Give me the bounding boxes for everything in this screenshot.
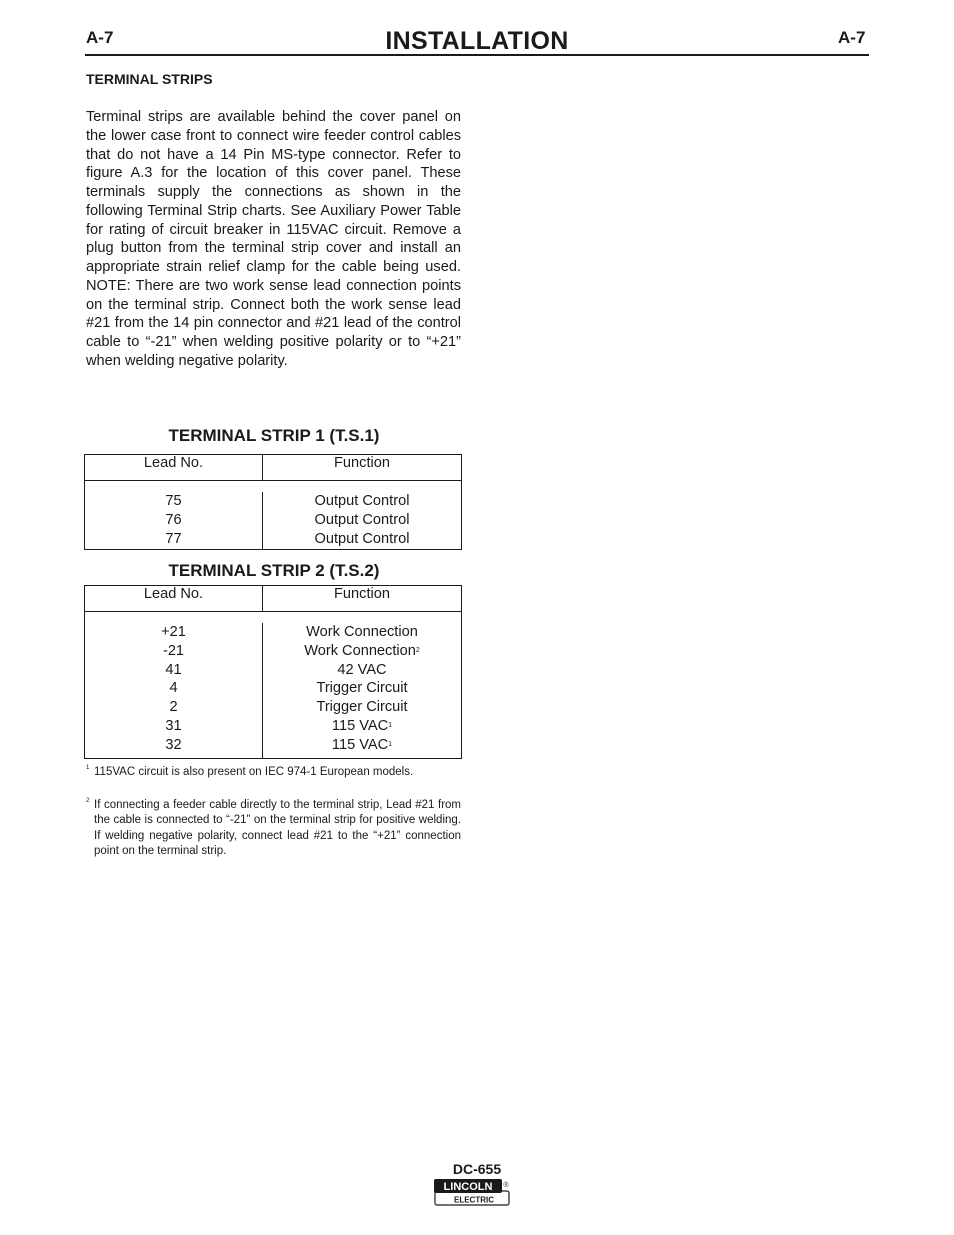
ts2-function-text: Work Connection (304, 642, 416, 659)
ts2-function-text: 115 VAC (331, 736, 389, 753)
ts2-function-cell (263, 661, 461, 680)
ts2-function-column (263, 623, 461, 758)
ts2-lead-cell: 31 (165, 717, 182, 734)
ts1-lead-cell: 75 (165, 493, 182, 509)
ts2-function-cell (263, 679, 461, 698)
ts2-function-text: Trigger Circuit (316, 699, 408, 715)
ts1-header-row (85, 455, 461, 481)
ts1-function-cell (263, 530, 461, 549)
document-code: DC-655 (452, 1161, 502, 1177)
page-number-left: A-7 (86, 28, 114, 47)
footnote-2 (86, 798, 461, 859)
logo-registered-mark: ® (503, 1182, 509, 1189)
ts1-body (85, 481, 461, 549)
ts1-table (84, 454, 462, 550)
ts2-function-cell (263, 623, 461, 642)
ts2-col-function-header: Function (334, 586, 390, 602)
footnote-2-mark: 2 (86, 798, 90, 804)
ts2-col-lead-header: Lead No. (85, 586, 263, 611)
ts2-function-cell (263, 698, 461, 717)
ts2-body (85, 612, 461, 758)
footnote-1-mark: 1 (86, 765, 90, 771)
ts1-col-function-header: Function (334, 455, 390, 471)
ts2-function-text: Work Connection (306, 624, 418, 640)
ts1-function-cell (263, 492, 461, 511)
ts2-function-text: 115 VAC (331, 717, 389, 734)
ts2-lead-cell: 41 (165, 661, 182, 678)
ts1-function-text: Output Control (314, 511, 410, 528)
page-title: INSTALLATION (385, 27, 569, 55)
footnote-reference: 1 (388, 740, 393, 748)
ts1-title: TERMINAL STRIP 1 (T.S.1) (168, 426, 380, 445)
ts2-lead-column (85, 623, 263, 758)
ts2-title: TERMINAL STRIP 2 (T.S.2) (168, 561, 380, 580)
ts2-lead-cell: -21 (162, 642, 185, 659)
ts2-lead-cell: 32 (165, 736, 182, 753)
ts2-function-cell (263, 717, 461, 736)
ts1-function-text: Output Control (314, 493, 410, 509)
footnote-reference: 1 (388, 721, 393, 729)
ts2-lead-cell: 2 (169, 699, 178, 715)
ts2-function-cell (263, 736, 461, 755)
ts2-function-cell (263, 642, 461, 661)
ts2-header-row (85, 586, 461, 612)
ts2-function-text: Trigger Circuit (316, 680, 408, 697)
lincoln-electric-logo (434, 1178, 512, 1208)
ts2-table (84, 585, 462, 759)
header-rule (85, 54, 869, 56)
section-heading: TERMINAL STRIPS (86, 71, 213, 87)
ts1-col-lead-header: Lead No. (85, 455, 263, 480)
ts2-lead-cell: +21 (161, 624, 186, 640)
ts1-function-column (263, 492, 461, 549)
logo-bottom-text: ELECTRIC (454, 1195, 494, 1205)
ts1-lead-cell: 77 (165, 530, 182, 547)
ts1-function-text: Output Control (314, 530, 410, 547)
ts2-function-text: 42 VAC (337, 661, 387, 678)
footnote-2-text: If connecting a feeder cable directly to the terminal strip, Lead #21 from the cable is connected to “-21” on the terminal strip for positive welding. If welding negative polarity, connect lead #21 to the “+21” connection point on the terminal strip. (94, 799, 461, 857)
ts1-lead-cell: 76 (165, 511, 182, 528)
logo-top-text: LINCOLN (443, 1181, 493, 1193)
ts1-lead-column (85, 492, 263, 549)
ts2-lead-cell: 4 (169, 680, 178, 697)
footnote-1-text: 115VAC circuit is also present on IEC 974-1 European models. (94, 766, 414, 778)
page-number-right: A-7 (838, 28, 866, 47)
ts1-function-cell (263, 511, 461, 530)
section-body-text: Terminal strips are available behind the cover panel on the lower case front to connect wire feeder control cables that do not have a 14 Pin MS-type connector. Refer to figure A.3 for the location of this cover panel. These terminals supply the connections as shown in the following Terminal Strip charts. See Auxiliary Power Table for rating of circuit breaker in 115VAC circuit. Remove a plug button from the terminal strip cover and install an appropriate strain relief clamp for the cable being used. NOTE: There are two work sense lead connection points on the terminal strip. Connect both the work sense lead #21 from the 14 pin connector and #21 lead of the control cable to “-21” when welding positive polarity or to “+21” when welding negative polarity. (86, 109, 461, 369)
footnote-reference: 2 (415, 646, 420, 654)
footnote-1 (86, 765, 461, 780)
